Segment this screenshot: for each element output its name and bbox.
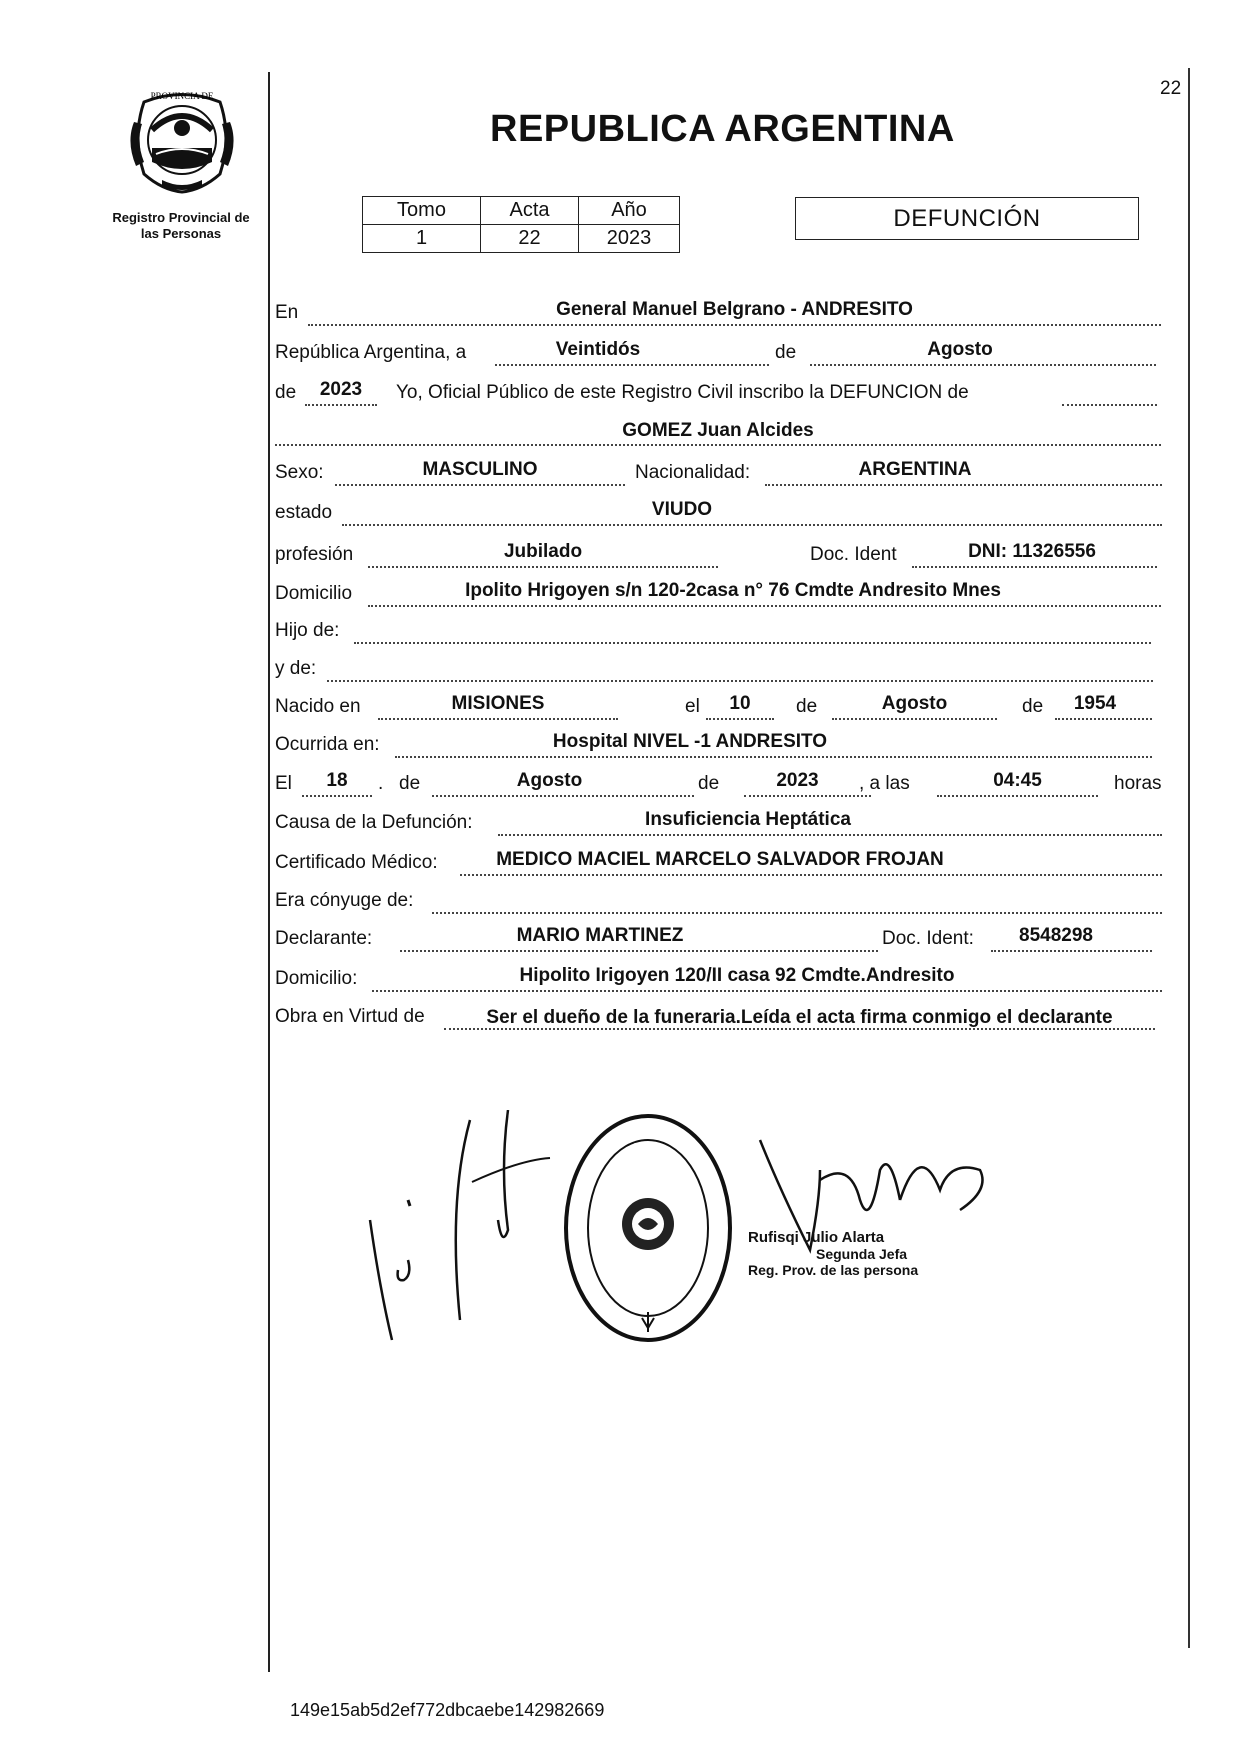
anio-header: Año (579, 197, 680, 225)
value-hora: 04:45 (993, 770, 1042, 791)
dotted-line (1055, 718, 1152, 720)
acta-table-value-row (363, 225, 680, 253)
value-domicilio-declarante: Hipolito Irigoyen 120/II casa 92 Cmdte.Andresito (519, 965, 955, 986)
label-el-fecha: El (275, 773, 292, 794)
dotted-line (395, 756, 1152, 758)
value-causa: Insuficiencia Heptática (645, 809, 851, 830)
logo-caption (98, 210, 264, 242)
dotted-line (495, 364, 769, 366)
label-domicilio: Domicilio (275, 583, 353, 604)
separator-dot: . (378, 773, 384, 794)
value-doc-declarante: 8548298 (1019, 925, 1093, 946)
value-anio-inscripcion: 2023 (319, 379, 363, 400)
label-sexo: Sexo: (275, 462, 324, 483)
label-republica: República Argentina, a (275, 342, 467, 363)
label-de: de (698, 773, 720, 794)
label-de: de (775, 342, 797, 363)
dotted-line (354, 642, 1151, 644)
value-estado: VIUDO (651, 499, 713, 520)
label-de: de (275, 382, 297, 403)
value-dia-inscripcion: Veintidós (555, 339, 641, 360)
dotted-line (275, 444, 1161, 446)
acta-table-header-row (363, 197, 680, 225)
dotted-line (302, 795, 372, 797)
label-y-de: y de: (275, 658, 317, 679)
value-obra: Ser el dueño de la funeraria.Leída el acta firma conmigo el declarante (486, 1007, 1113, 1028)
label-el: el (685, 696, 700, 717)
acta-reference-table (362, 196, 680, 253)
dotted-line (498, 834, 1162, 836)
row-causa (272, 802, 1167, 838)
dotted-line (400, 950, 878, 952)
official-office: Reg. Prov. de las persona (748, 1262, 919, 1278)
value-documento: DNI: 11326556 (968, 541, 1096, 562)
label-doc-ident-declarante: Doc. Ident: (882, 928, 974, 949)
value-anio-nacimiento: 1954 (1073, 693, 1117, 714)
label-de: de (1022, 696, 1044, 717)
document-title: REPUBLICA ARGENTINA (490, 108, 955, 150)
row-sexo-nacionalidad (272, 452, 1167, 488)
dotted-line (744, 795, 871, 797)
value-anio-defuncion: 2023 (776, 770, 819, 791)
official-signature-block (748, 1230, 978, 1278)
dotted-line (308, 324, 1161, 326)
acta-type-box: DEFUNCIÓN (795, 197, 1139, 240)
official-title: Segunda Jefa (816, 1246, 908, 1262)
declarant-signature (360, 1110, 560, 1370)
label-doc-ident: Doc. Ident (810, 544, 897, 565)
value-lugar: General Manuel Belgrano - ANDRESITO (556, 299, 913, 320)
label-domicilio-declarante: Domicilio: (275, 968, 358, 989)
value-mes-nacimiento: Agosto (881, 693, 948, 714)
left-margin-rule (268, 72, 270, 1672)
dotted-line (937, 795, 1098, 797)
row-nombre (272, 412, 1167, 448)
value-dia-defuncion: 18 (326, 770, 348, 791)
row-domicilio (272, 573, 1167, 609)
provincial-coat-of-arms-logo (122, 82, 242, 194)
value-certificado: MEDICO MACIEL MARCELO SALVADOR FROJAN (496, 849, 944, 870)
row-ocurrida (272, 724, 1167, 760)
dotted-line (342, 524, 1162, 526)
acta-header: Acta (481, 197, 579, 225)
label-nacionalidad: Nacionalidad: (635, 462, 751, 483)
value-lugar-nacimiento: MISIONES (451, 693, 545, 714)
tomo-header: Tomo (363, 197, 481, 225)
right-margin-rule (1188, 68, 1190, 1648)
dotted-line (305, 404, 377, 406)
dotted-line (832, 718, 997, 720)
acta-value: 22 (481, 225, 579, 253)
dotted-line (368, 566, 718, 568)
row-profesion-documento (272, 534, 1167, 570)
dotted-line (912, 566, 1157, 568)
dotted-line (368, 605, 1161, 607)
label-nacido-en: Nacido en (275, 696, 361, 717)
value-sexo: MASCULINO (422, 459, 538, 480)
row-conyuge (272, 880, 1167, 916)
value-mes-defuncion: Agosto (516, 770, 583, 791)
row-lugar (272, 292, 1167, 328)
value-declarante: MARIO MARTINEZ (516, 925, 684, 946)
page-number: 22 (1160, 78, 1182, 99)
row-inscribo (272, 372, 1167, 408)
label-horas: horas (1114, 773, 1162, 794)
value-nacionalidad: ARGENTINA (858, 459, 972, 480)
logo-caption-line2: las Personas (140, 226, 222, 241)
row-certificado (272, 842, 1167, 878)
registry-oval-stamp (562, 1112, 734, 1344)
dotted-line (432, 795, 694, 797)
label-de: de (399, 773, 421, 794)
row-estado (272, 492, 1167, 528)
dotted-line (991, 950, 1152, 952)
value-profesion: Jubilado (503, 541, 583, 562)
dotted-line (460, 874, 1162, 876)
label-ocurrida-en: Ocurrida en: (275, 734, 380, 755)
row-domicilio-declarante (272, 958, 1167, 994)
value-nombre: GOMEZ Juan Alcides (622, 420, 814, 441)
official-name: Rufisqi Julio Alarta (748, 1229, 885, 1246)
value-mes-inscripcion: Agosto (927, 339, 993, 360)
value-ocurrida: Hospital NIVEL -1 ANDRESITO (552, 731, 828, 752)
value-domicilio: Ipolito Hrigoyen s/n 120-2casa n° 76 Cmdte Andresito Mnes (465, 580, 1001, 601)
row-fecha-defuncion (272, 763, 1167, 799)
value-dia-nacimiento: 10 (729, 693, 751, 714)
dotted-line (1062, 404, 1157, 406)
dotted-line (810, 364, 1156, 366)
row-nacimiento (272, 686, 1167, 722)
row-hijo-de (272, 610, 1167, 646)
row-fecha-inscripcion (272, 332, 1167, 368)
dotted-line (327, 680, 1153, 682)
label-en: En (275, 302, 299, 323)
label-declarante: Declarante: (275, 928, 373, 949)
label-conyuge: Era cónyuge de: (275, 890, 414, 911)
label-estado: estado (275, 502, 333, 523)
logo-caption-line1: Registro Provincial de (112, 210, 250, 225)
document-hash: 149e15ab5d2ef772dbcaebe142982669 (290, 1700, 605, 1720)
anio-value: 2023 (579, 225, 680, 253)
row-declarante (272, 918, 1167, 954)
dotted-line (765, 484, 1162, 486)
label-a-las: , a las (859, 773, 910, 794)
label-certificado: Certificado Médico: (275, 852, 438, 873)
row-obra-en-virtud (272, 996, 1167, 1032)
row-y-de (272, 648, 1167, 684)
dotted-line (432, 912, 1162, 914)
label-obra-en-virtud: Obra en Virtud de (275, 1006, 425, 1027)
dotted-line (372, 990, 1162, 992)
label-profesion: profesión (275, 544, 354, 565)
inscribo-text: Yo, Oficial Público de este Registro Civil inscribo la DEFUNCION de (396, 382, 969, 403)
dotted-line (706, 718, 774, 720)
label-de: de (796, 696, 818, 717)
label-causa: Causa de la Defunción: (275, 812, 473, 833)
label-hijo-de: Hijo de: (275, 620, 340, 641)
dotted-line (378, 718, 618, 720)
dotted-line (335, 484, 625, 486)
tomo-value: 1 (363, 225, 481, 253)
svg-text:PROVINCIA DE: PROVINCIA DE (150, 91, 214, 101)
